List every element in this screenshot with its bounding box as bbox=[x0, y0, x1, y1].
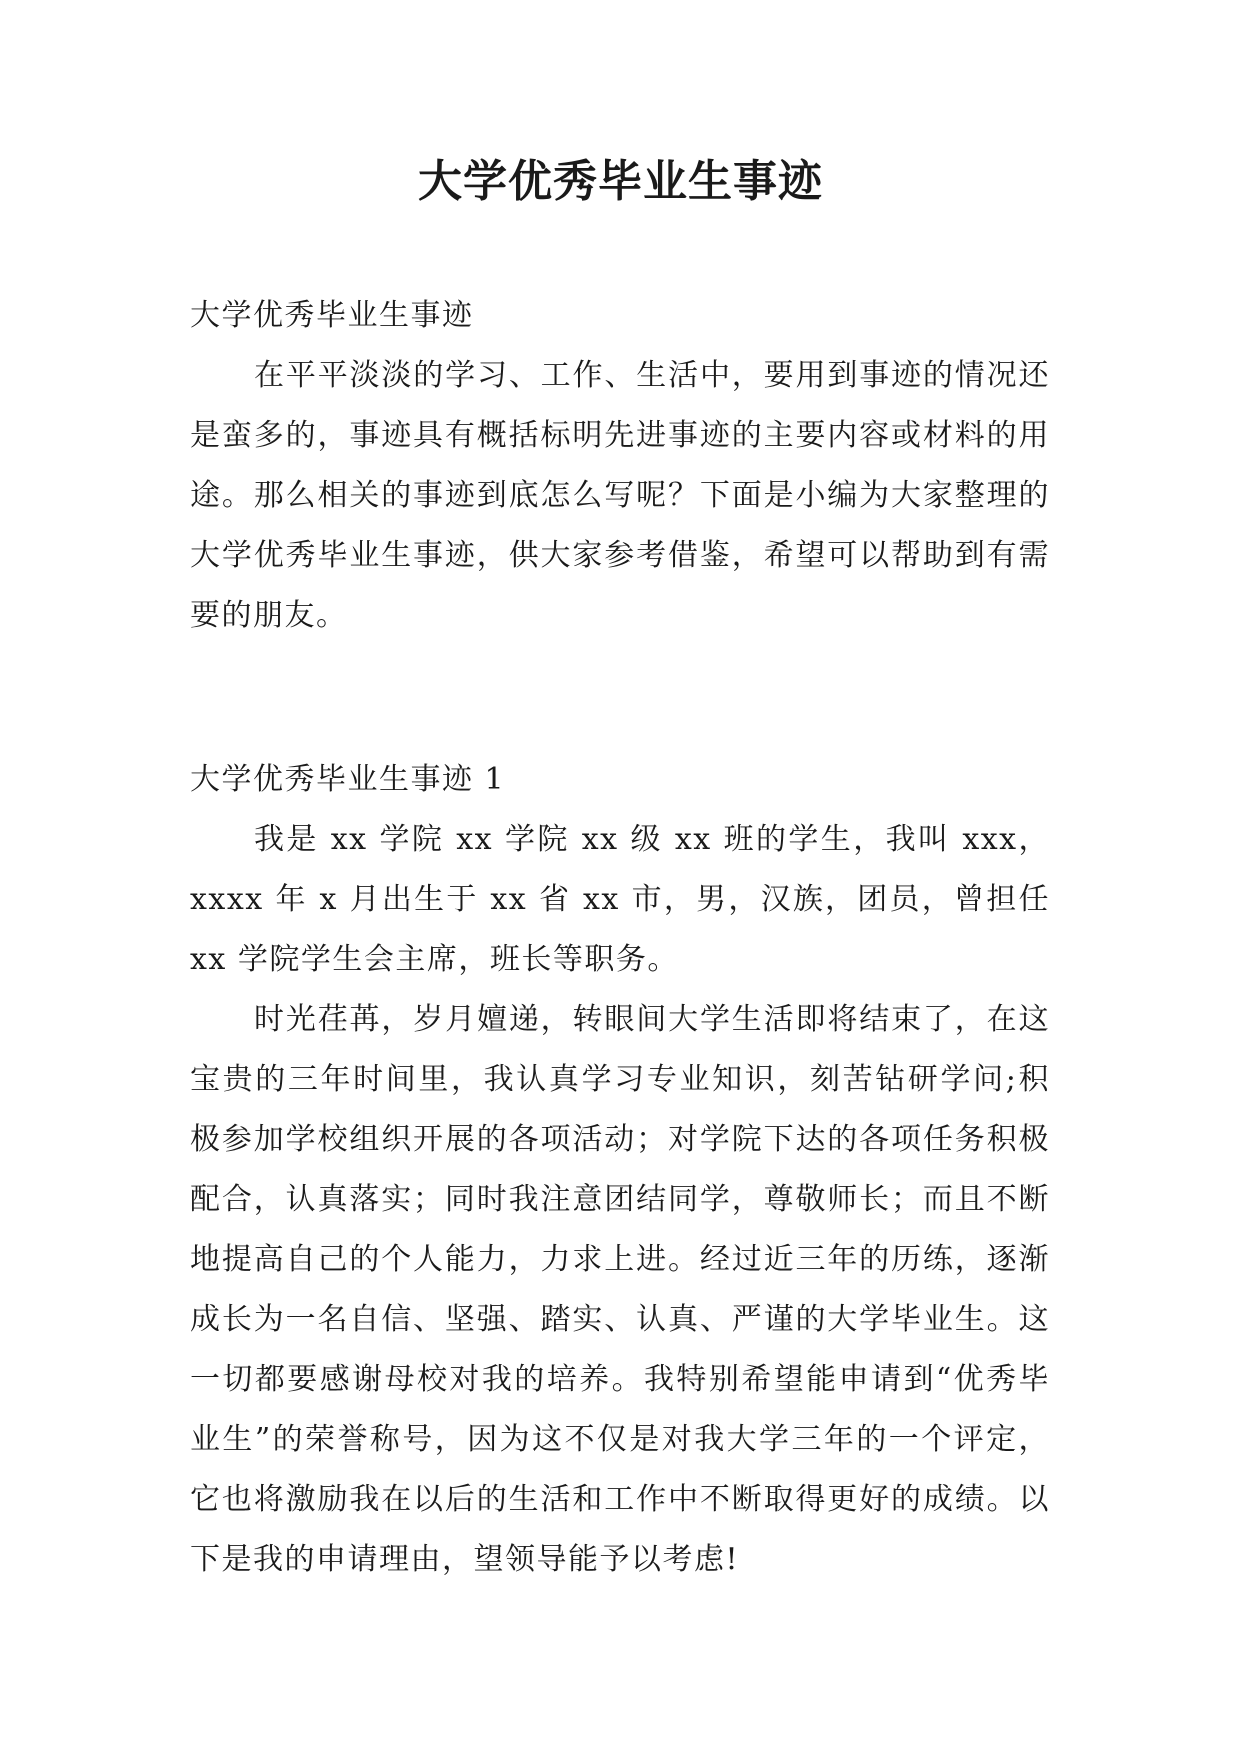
intro-section bbox=[190, 286, 1050, 646]
intro-heading: 大学优秀毕业生事迹 bbox=[190, 298, 474, 333]
intro-paragraph: 在平平淡淡的学习、工作、生活中，要用到事迹的情况还是蛮多的，事迹具有概括标明先进事迹的主要内容或材料的用途。那么相关的事迹到底怎么写呢？下面是小编为大家整理的大学优秀毕业生事迹，供大家参考借鉴，希望可以帮助到有需要的朋友。 bbox=[190, 358, 1050, 633]
section-1 bbox=[190, 750, 1050, 1590]
document-title: 大学优秀毕业生事迹 bbox=[418, 156, 823, 207]
section-1-paragraph-2: 时光荏苒，岁月嬗递，转眼间大学生活即将结束了，在这宝贵的三年时间里，我认真学习专业知识，刻苦钻研学问;积极参加学校组织开展的各项活动；对学院下达的各项任务积极配合，认真落实；同时我注意团结同学，尊敬师长；而且不断地提高自己的个人能力，力求上进。经过近三年的历练，逐渐成长为一名自信、坚强、踏实、认真、严谨的大学毕业生。这一切都要感谢母校对我的培养。我特别希望能申请到“优秀毕业生”的荣誉称号，因为这不仅是对我大学三年的一个评定，它也将激励我在以后的生活和工作中不断取得更好的成绩。以下是我的申请理由，望领导能予以考虑! bbox=[190, 1002, 1050, 1577]
section-1-paragraph-1: 我是 xx 学院 xx 学院 xx 级 xx 班的学生，我叫 xxx，xxxx 年 x 月出生于 xx 省 xx 市，男，汉族，团员，曾担任 xx 学院学生会主席，班长等职务。 bbox=[190, 822, 1050, 977]
section-1-heading: 大学优秀毕业生事迹 1 bbox=[190, 762, 506, 797]
